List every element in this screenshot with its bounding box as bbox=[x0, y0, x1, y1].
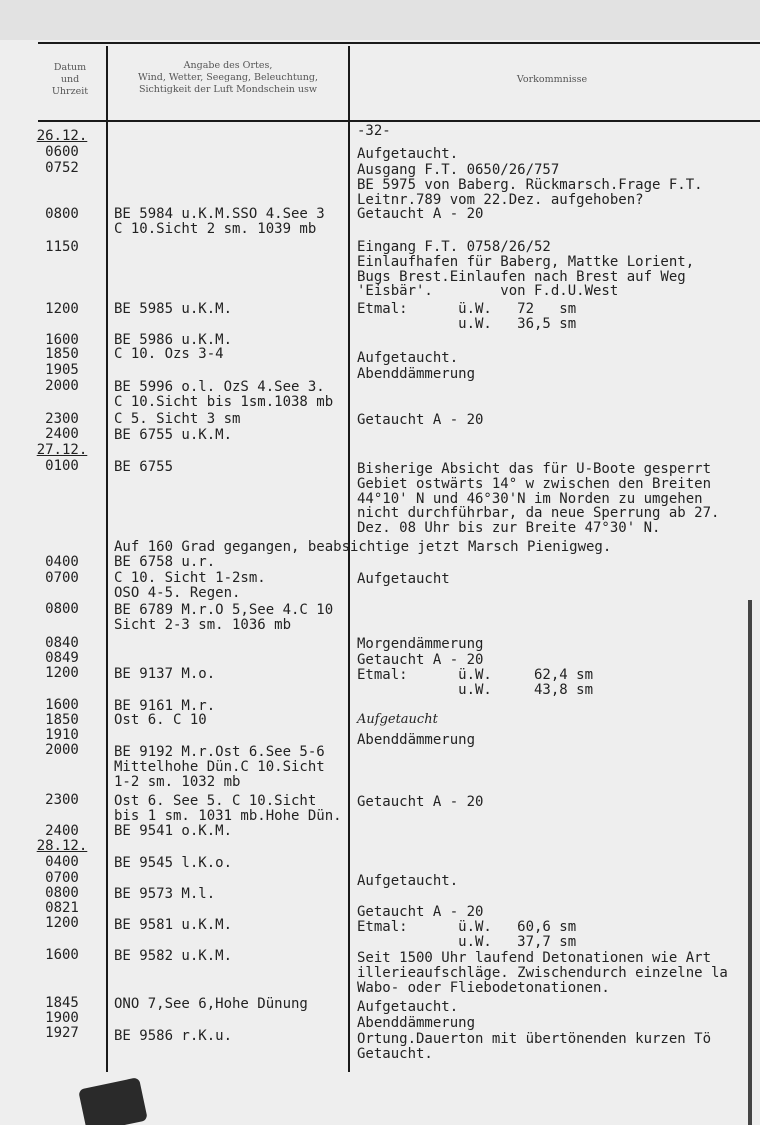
row-time: 1200 bbox=[45, 665, 79, 681]
row-time: 0100 bbox=[45, 458, 79, 474]
row-location: BE 9541 o.K.M. bbox=[114, 823, 233, 839]
row-time: 0400 bbox=[45, 854, 79, 870]
row-event: Getaucht A - 20 bbox=[357, 904, 484, 920]
row-time: 1200 bbox=[45, 301, 79, 317]
row-time: 1200 bbox=[45, 915, 79, 931]
row-event: Etmal: ü.W. 62,4 sm u.W. 43,8 sm bbox=[357, 667, 594, 698]
row-location: Ost 6. C 10 bbox=[114, 712, 207, 728]
row-location: C 5. Sicht 3 sm bbox=[114, 411, 241, 427]
row-location: BE 9582 u.K.M. bbox=[114, 948, 233, 964]
row-location: BE 9137 M.o. bbox=[114, 666, 216, 682]
row-time: 0400 bbox=[45, 554, 79, 570]
row-event-handwritten: Aufgetaucht bbox=[357, 712, 438, 727]
row-location: BE 9573 M.l. bbox=[114, 886, 216, 902]
row-time: 1927 bbox=[45, 1025, 79, 1041]
row-time: 2000 bbox=[45, 742, 79, 758]
row-event: -32- bbox=[357, 123, 391, 139]
row-time: 0700 bbox=[45, 570, 79, 586]
row-location: BE 9161 M.r. bbox=[114, 698, 216, 714]
row-time: 2400 bbox=[45, 426, 79, 442]
row-time: 1905 bbox=[45, 362, 79, 378]
row-location: BE 9586 r.K.u. bbox=[114, 1028, 233, 1044]
page-top-margin bbox=[0, 0, 760, 40]
row-location: BE 5984 u.K.M.SSO 4.See 3 C 10.Sicht 2 sm. 1039 mb bbox=[114, 206, 325, 237]
row-time: 0800 bbox=[45, 601, 79, 617]
row-time: 1600 bbox=[45, 697, 79, 713]
row-time: 0821 bbox=[45, 900, 79, 916]
row-event: Seit 1500 Uhr laufend Detonationen wie Art illerieaufschläge. Zwischendurch einzelne la Wabo- oder Fliebodetonationen. bbox=[357, 950, 728, 996]
row-time: 0800 bbox=[45, 885, 79, 901]
row-time: 1600 bbox=[45, 332, 79, 348]
row-location: BE 9545 l.K.o. bbox=[114, 855, 233, 871]
row-time: 1910 bbox=[45, 727, 79, 743]
page-edge-shadow bbox=[748, 600, 752, 1125]
row-time: 0849 bbox=[45, 650, 79, 666]
row-location: BE 9581 u.K.M. bbox=[114, 917, 233, 933]
header-bottom-rule bbox=[38, 120, 760, 122]
row-event: Morgendämmerung bbox=[357, 636, 484, 652]
row-time: 1850 bbox=[45, 346, 79, 362]
binder-clip bbox=[78, 1077, 148, 1125]
row-event: Bisherige Absicht das für U-Boote gesperrt Gebiet ostwärts 14° w zwischen den Breiten 44°10' N und 46°30'N im Norden zu umgehen nicht durchführbar, da neue Sperrung ab 27. Dez. 08 Uhr bis zur Breite 47°30' N. bbox=[357, 461, 720, 537]
row-event: Aufgetaucht. bbox=[357, 146, 459, 162]
row-time: 26.12. bbox=[36, 128, 88, 144]
header-location-weather: Angabe des Ortes, Wind, Wetter, Seegang, Beleuchtung, Sichtigkeit der Luft Mondschein usw bbox=[138, 60, 318, 95]
row-event: Getaucht A - 20 bbox=[357, 412, 484, 428]
row-time: 1845 bbox=[45, 995, 79, 1011]
row-event: Aufgetaucht bbox=[357, 571, 450, 587]
row-location: C 10. Ozs 3-4 bbox=[114, 346, 224, 362]
header-top-rule bbox=[38, 42, 760, 44]
row-event: Etmal: ü.W. 60,6 sm u.W. 37,7 sm bbox=[357, 919, 577, 950]
row-event: Ortung.Dauerton mit übertönenden kurzen Tö Getaucht. bbox=[357, 1031, 712, 1062]
row-location: BE 5985 u.K.M. bbox=[114, 301, 233, 317]
header-events: Vorkommnisse bbox=[516, 74, 588, 85]
row-event: Aufgetaucht. bbox=[357, 999, 459, 1015]
row-event: Aufgetaucht. bbox=[357, 350, 459, 366]
row-time: 1850 bbox=[45, 712, 79, 728]
row-event: Getaucht A - 20 bbox=[357, 652, 484, 668]
row-event: Eingang F.T. 0758/26/52 Einlaufhafen für Baberg, Mattke Lorient, Bugs Brest.Einlaufen nach Brest auf Weg 'Eisbär'. von F.d.U.West bbox=[357, 239, 695, 300]
row-event: Abenddämmerung bbox=[357, 1015, 476, 1031]
row-location: BE 6755 u.K.M. bbox=[114, 427, 233, 443]
row-location: BE 5986 u.K.M. bbox=[114, 332, 233, 348]
row-event: Aufgetaucht. bbox=[357, 873, 459, 889]
header-date-time: Datum und Uhrzeit bbox=[51, 62, 89, 97]
row-time: 2300 bbox=[45, 792, 79, 808]
row-time: 1900 bbox=[45, 1010, 79, 1026]
row-time: 27.12. bbox=[36, 442, 88, 458]
row-time: 1150 bbox=[45, 239, 79, 255]
row-location: BE 9192 M.r.Ost 6.See 5-6 Mittelhohe Dün.C 10.Sicht 1-2 sm. 1032 mb bbox=[114, 744, 325, 790]
row-event: Getaucht A - 20 bbox=[357, 206, 484, 222]
row-time: 0600 bbox=[45, 144, 79, 160]
row-time: 2400 bbox=[45, 823, 79, 839]
row-time: 28.12. bbox=[36, 838, 88, 854]
row-event: Ausgang F.T. 0650/26/757 BE 5975 von Baberg. Rückmarsch.Frage F.T. Leitnr.789 vom 22.Dez. aufgehoben? bbox=[357, 162, 703, 208]
row-event: Getaucht A - 20 bbox=[357, 794, 484, 810]
row-location: BE 6755 bbox=[114, 459, 174, 475]
row-location: ONO 7,See 6,Hohe Dünung bbox=[114, 996, 308, 1012]
column-divider-left bbox=[106, 46, 108, 1072]
row-event: Abenddämmerung bbox=[357, 732, 476, 748]
row-location: BE 6758 u.r. bbox=[114, 554, 216, 570]
row-time: 0700 bbox=[45, 870, 79, 886]
row-location: Ost 6. See 5. C 10.Sicht bis 1 sm. 1031 mb.Hohe Dün. bbox=[114, 793, 342, 824]
column-divider-right bbox=[348, 46, 350, 1072]
row-location: BE 6789 M.r.O 5,See 4.C 10 Sicht 2-3 sm. 1036 mb bbox=[114, 602, 334, 633]
row-time: 0800 bbox=[45, 206, 79, 222]
row-time: 1600 bbox=[45, 947, 79, 963]
row-event: Etmal: ü.W. 72 sm u.W. 36,5 sm bbox=[357, 301, 577, 332]
row-time: 0840 bbox=[45, 635, 79, 651]
row-location: BE 5996 o.l. OzS 4.See 3. C 10.Sicht bis 1sm.1038 mb bbox=[114, 379, 334, 410]
row-time: 2000 bbox=[45, 378, 79, 394]
row-time: 0752 bbox=[45, 160, 79, 176]
row-event: Abenddämmerung bbox=[357, 366, 476, 382]
row-location-note: Auf 160 Grad gegangen, beabsichtige jetzt Marsch Pienigweg. bbox=[114, 539, 612, 555]
row-time: 2300 bbox=[45, 411, 79, 427]
row-location: C 10. Sicht 1-2sm. OSO 4-5. Regen. bbox=[114, 570, 266, 601]
